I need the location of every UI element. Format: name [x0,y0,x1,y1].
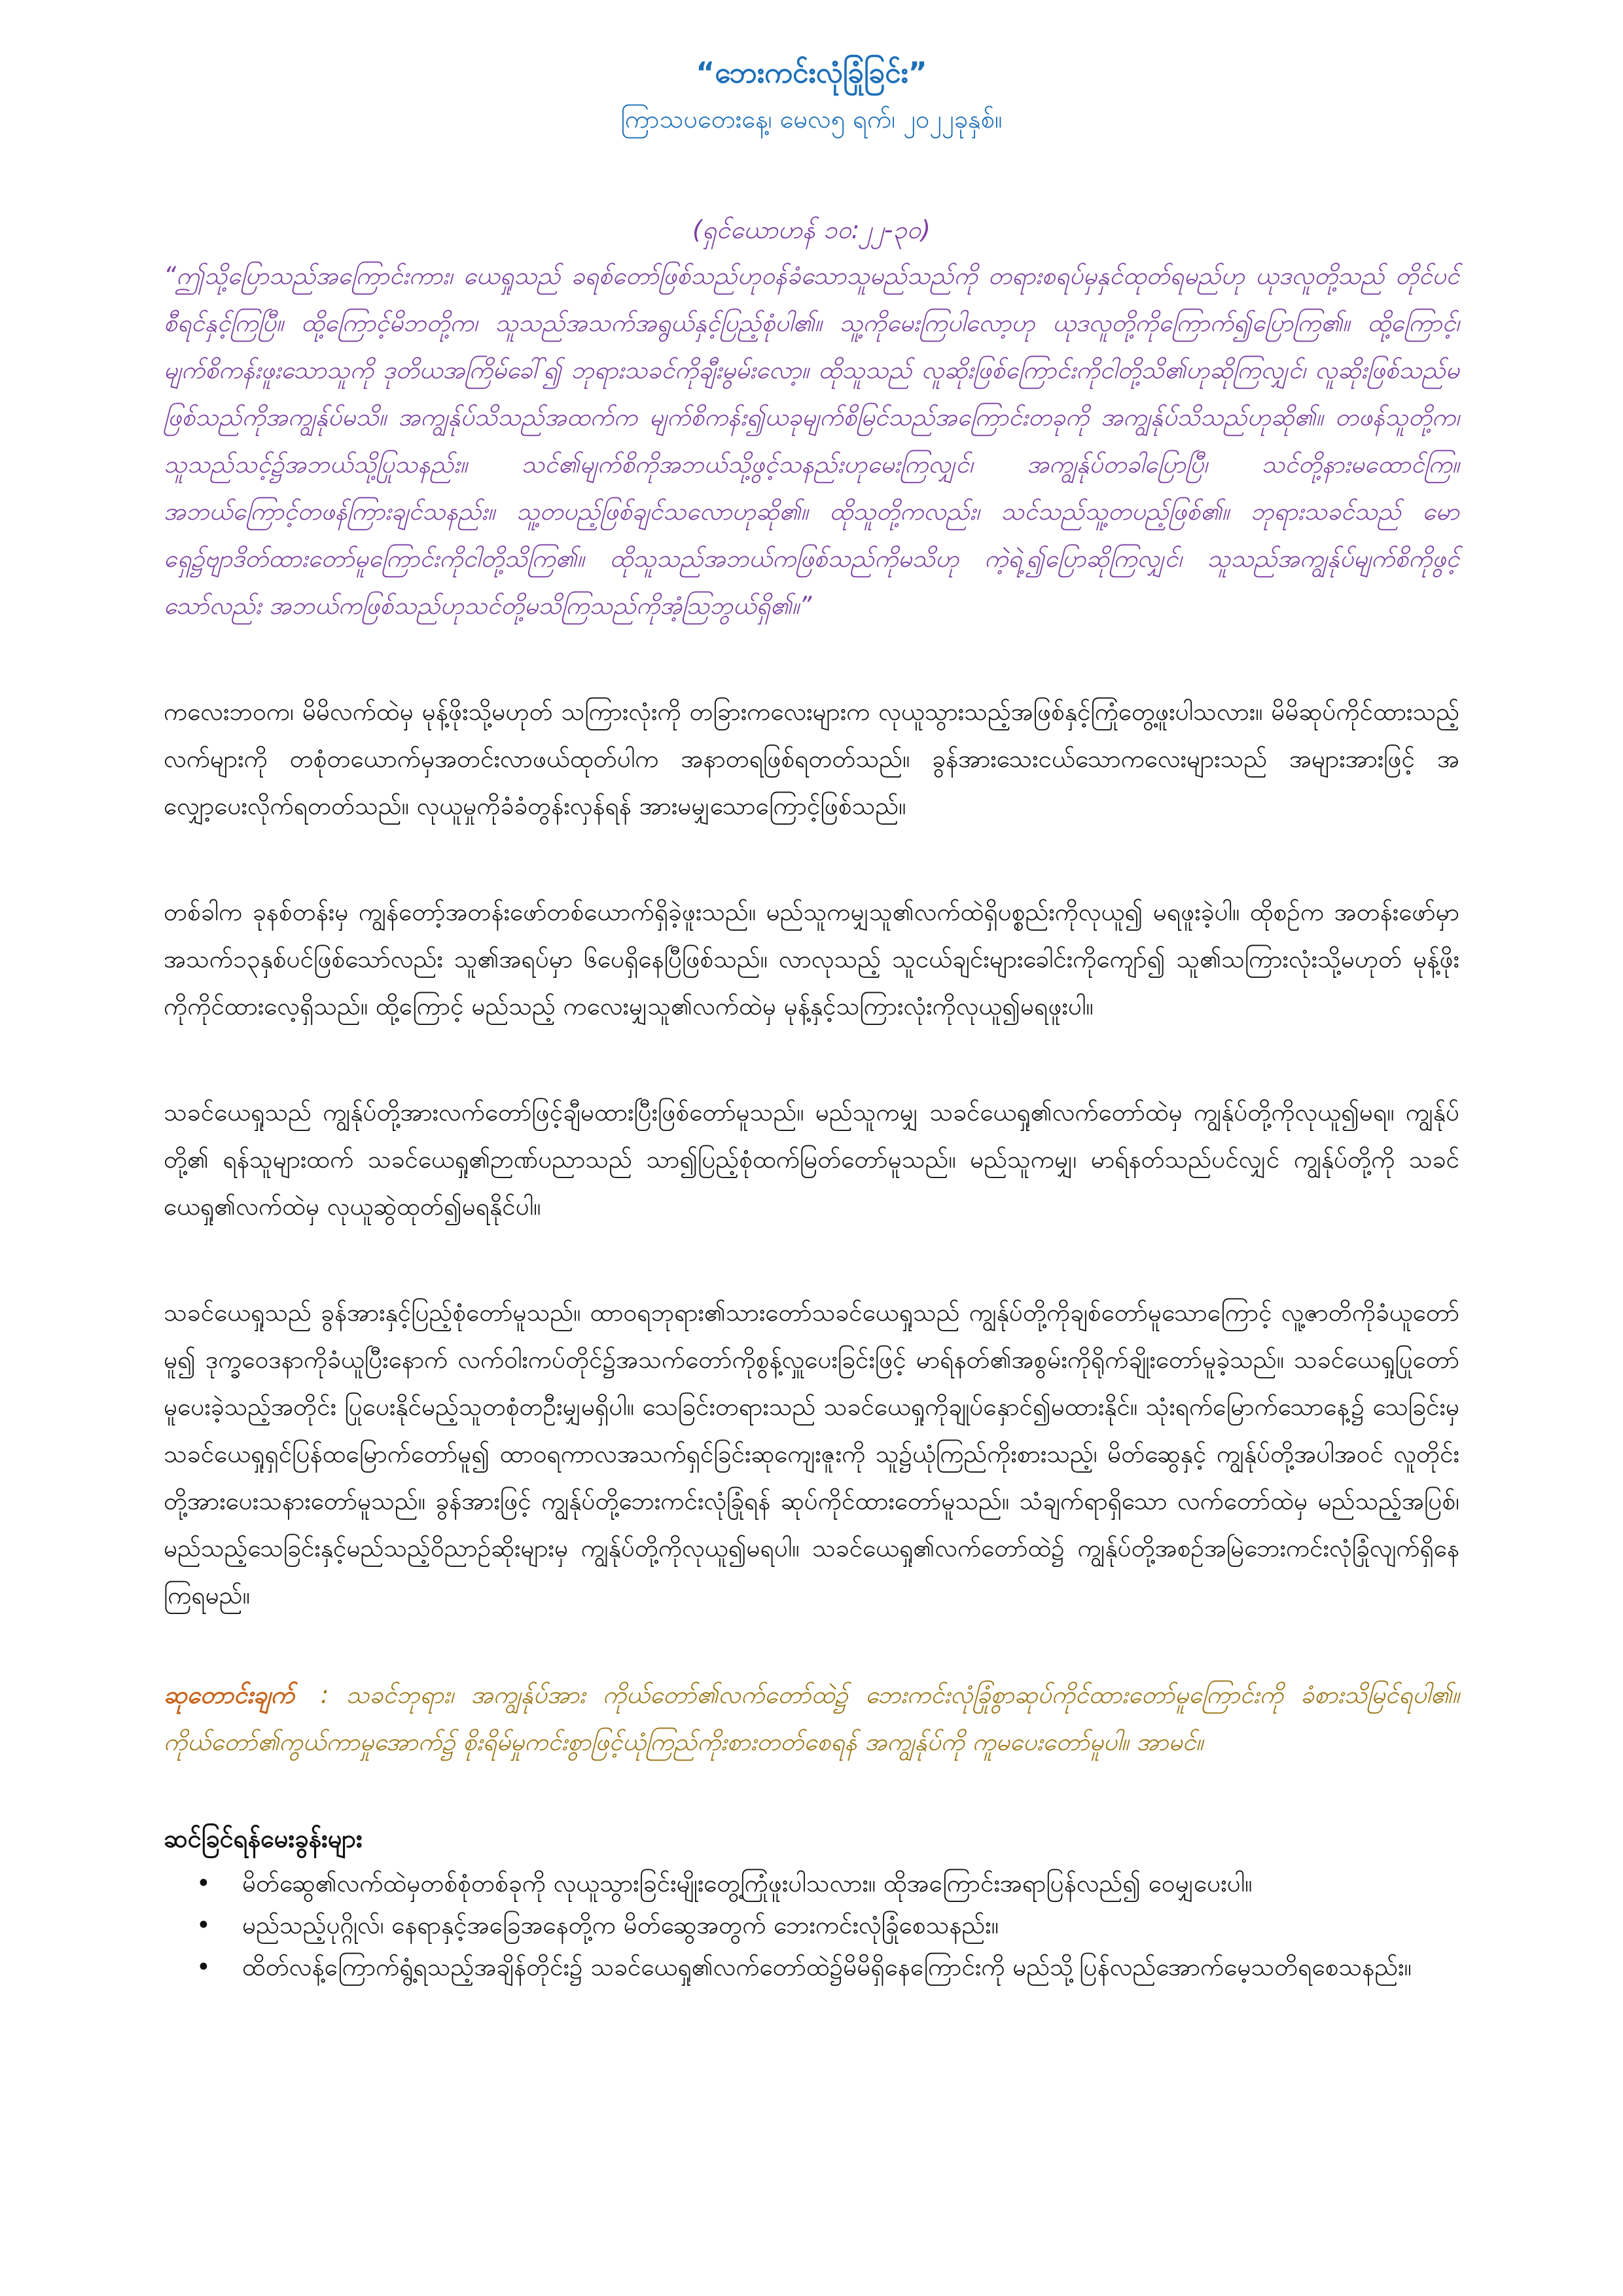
body-paragraph-3: သခင်ယေရှုသည် ကျွန်ုပ်တို့အားလက်တော်ဖြင့်ချီမထားပြီးဖြစ်တော်မူသည်။ မည်သူကမျှ သခင်ယေရှု၏လက်တော်ထဲမှ ကျွန်ုပ်တို့ကိုလုယူ၍မရ။ ကျွန်ုပ်တို့၏ ရန်သူများထက် သခင်ယေရှု၏ဉာဏ်ပညာသည် သာ၍ပြည့်စုံထက်မြတ်တော်မူသည်။ မည်သူကမျှ၊ မာရ်နတ်သည်ပင်လျှင် ကျွန်ုပ်တို့ကို သခင်ယေရှု၏လက်ထဲမှ လုယူဆွဲထုတ်၍မရနိုင်ပါ။ [164,1098,1459,1221]
prayer-text: : သခင်ဘုရား၊ အကျွန်ုပ်အား ကိုယ်တော်၏လက်တော်ထဲ၌ ဘေးကင်းလုံခြုံစွာဆုပ်ကိုင်ထားတော်မူကြောင်းကို ခံစားသိမြင်ရပါ၏။ ကိုယ်တော်၏ကွယ်ကာမှုအောက်၌ စိုးရိမ်မှုကင်းစွာဖြင့်ယုံကြည်ကိုးစားတတ်စေရန် အကျွန်ုပ်ကို ကူမပေးတော်မူပါ။ အာမင်။ [164,1681,1459,1756]
bullet-icon: • [196,1869,211,1897]
body-paragraph-2: တစ်ခါက ခုနစ်တန်းမှ ကျွန်တော့်အတန်းဖော်တစ်ယောက်ရှိခဲ့ဖူးသည်။ မည်သူကမျှသူ၏လက်ထဲရှိပစ္စည်းကိုလုယူ၍ မရဖူးခဲ့ပါ။ ထိုစဉ်က အတန်းဖော်မှာ အသက်၁၃နှစ်ပင်ဖြစ်သော်လည်း သူ၏အရပ်မှာ ၆ပေရှိနေပြီဖြစ်သည်။ လာလုသည့် သူငယ်ချင်းများခေါင်းကိုကျော်၍ သူ၏သကြားလုံးသို့မဟုတ် မုန့်ဖိုးကိုကိုင်ထားလေ့ရှိသည်။ ထို့ကြောင့် မည်သည့် ကလေးမျှသူ၏လက်ထဲမှ မုန့်နှင့်သကြားလုံးကိုလုယူ၍မရဖူးပါ။ [164,898,1459,1020]
discussion-question-text: ထိတ်လန့်ကြောက်ရွံ့ရသည့်အချိန်တိုင်း၌ သခင်ယေရှု၏လက်တော်ထဲ၌မိမိရှိနေကြောင်းကို မည်သို့ပြန်လည်အောက်မေ့သတိရစေသနည်း။ [242,1953,1412,1981]
dateline: ကြာသပတေးနေ့၊ မေလ၅ ရက်၊ ၂၀၂၂ခုနှစ်။ [620,105,1003,134]
discussion-heading: ဆင်ခြင်ရန်မေးခွန်းများ [164,1824,363,1853]
scripture-reference: (ရှင်ယောဟန် ၁၀:၂၂-၃၀) [692,215,931,244]
prayer-label: ဆုတောင်းချက် [164,1681,294,1709]
prayer-block [164,1672,1459,1766]
discussion-question [196,1863,1459,1905]
discussion-question-text: မည်သည့်ပုဂ္ဂိုလ်၊ နေရာနှင့်အခြေအနေတို့က မိတ်ဆွေအတွက် ဘေးကင်းလုံခြုံစေသနည်း။ [242,1911,999,1939]
bullet-icon: • [196,1953,211,1981]
discussion-question [196,1905,1459,1946]
page-title: “ဘေးကင်းလုံခြုံခြင်း” [696,56,927,90]
discussion-question-list [164,1863,1459,1988]
bullet-icon: • [196,1911,211,1939]
body-paragraph-1: ကလေးဘဝက၊ မိမိလက်ထဲမှ မုန့်ဖိုးသို့မဟုတ် သကြားလုံးကို တခြားကလေးများက လုယူသွားသည့်အဖြစ်နှင့်ကြုံတွေ့ဖူးပါသလား။ မိမိဆုပ်ကိုင်ထားသည့် လက်များကို တစုံတယောက်မှအတင်းလာဖယ်ထုတ်ပါက အနာတရဖြစ်ရတတ်သည်။ ခွန်အားသေးငယ်သောကလေးများသည် အများအားဖြင့် အလျှော့ပေးလိုက်ရတတ်သည်။ လုယူမှုကိုခံခံတွန်းလှန်ရန် အားမမျှသောကြောင့်ဖြစ်သည်။ [164,698,1459,820]
discussion-question-text: မိတ်ဆွေ၏လက်ထဲမှတစ်စုံတစ်ခုကို လုယူသွားခြင်းမျိုးတွေ့ကြုံဖူးပါသလား။ ထိုအကြောင်းအရာပြန်လည်၍ ဝေမျှပေးပါ။ [242,1869,1253,1897]
scripture-passage: “ဤသို့ပြောသည်အကြောင်းကား၊ ယေရှုသည် ခရစ်တော်ဖြစ်သည်ဟုဝန်ခံသောသူမည်သည်ကို တရားစရပ်မှနှင်ထုတ်ရမည်ဟု ယုဒလူတို့သည် တိုင်ပင်စီရင်နှင့်ကြပြီ။ ထို့ကြောင့်မိဘတို့က၊ သူသည်အသက်အရွယ်နှင့်ပြည့်စုံပါ၏။ သူ့ကိုမေးကြပါလော့ဟု ယုဒလူတို့ကိုကြောက်၍ပြောကြ၏။ ထို့ကြောင့်၊ မျက်စိကန်းဖူးသောသူကို ဒုတိယအကြိမ်ခေါ်၍ ဘုရားသခင်ကိုချီးမွမ်းလော့။ ထိုသူသည် လူဆိုးဖြစ်ကြောင်းကိုငါတို့သိ၏ဟုဆိုကြလျှင်၊ လူဆိုးဖြစ်သည်မဖြစ်သည်ကိုအကျွန်ုပ်မသိ။ အကျွန်ုပ်သိသည်အထက်က မျက်စိကန်း၍ယခုမျက်စိမြင်သည်အကြောင်းတခုကို အကျွန်ုပ်သိသည်ဟုဆို၏။ တဖန်သူတို့က၊ သူသည်သင့်၌အဘယ်သို့ပြုသနည်း။ သင်၏မျက်စိကိုအဘယ်သို့ဖွင့်သနည်းဟုမေးကြလျှင်၊ အကျွန်ုပ်တခါပြောပြီ၊ သင်တို့နားမထောင်ကြ။ အဘယ်ကြောင့်တဖန်ကြားချင်သနည်း။ သူ့တပည့်ဖြစ်ချင်သလောဟုဆို၏။ ထိုသူတို့ကလည်း၊ သင်သည်သူ့တပည့်ဖြစ်၏။ ဘုရားသခင်သည် မောရှေ၌ဗျာဒိတ်ထားတော်မူကြောင်းကိုငါတို့သိကြ၏။ ထိုသူသည်အဘယ်ကဖြစ်သည်ကိုမသိဟု ကဲ့ရဲ့၍ပြောဆိုကြလျှင်၊ သူသည်အကျွန်ုပ်မျက်စိကိုဖွင့်သော်လည်း အဘယ်ကဖြစ်သည်ဟုသင်တို့မသိကြသည်ကိုအံ့ဩဘွယ်ရှိ၏။” [164,262,1459,620]
body-paragraph-4: သခင်ယေရှုသည် ခွန်အားနှင့်ပြည့်စုံတော်မူသည်။ ထာဝရဘုရား၏သားတော်သခင်ယေရှုသည် ကျွန်ုပ်တို့ကိုချစ်တော်မူသောကြောင့် လူ့ဇာတိကိုခံယူတော်မူ၍ ဒုက္ခဝေဒနာကိုခံယူပြီးနောက် လက်ဝါးကပ်တိုင်၌အသက်တော်ကိုစွန့်လှူပေးခြင်းဖြင့် မာရ်နတ်၏အစွမ်းကိုရိုက်ချိုးတော်မူခဲ့သည်။ သခင်ယေရှုပြုတော်မူပေးခဲ့သည့်အတိုင်း ပြုပေးနိုင်မည့်သူတစုံတဦးမျှမရှိပါ။ သေခြင်းတရားသည် သခင်ယေရှုကိုချုပ်နှောင်၍မထားနိုင်။ သုံးရက်မြောက်သောနေ့၌ သေခြင်းမှ သခင်ယေရှုရှင်ပြန်ထမြောက်တော်မူ၍ ထာဝရကာလအသက်ရှင်ခြင်းဆုကျေးဇူးကို သူ၌ယုံကြည်ကိုးစားသည့်၊ မိတ်ဆွေနှင့် ကျွန်ုပ်တို့အပါအဝင် လူတိုင်းတို့အားပေးသနားတော်မူသည်။ ခွန်အားဖြင့် ကျွန်ုပ်တို့ဘေးကင်းလုံခြုံရန် ဆုပ်ကိုင်ထားတော်မူသည်။ သံချက်ရာရှိသော လက်တော်ထဲမှ မည်သည့်အပြစ်၊ မည်သည့်သေခြင်းနှင့်မည်သည့်ဝိညာဉ်ဆိုးများမှ ကျွန်ုပ်တို့ကိုလုယူ၍မရပါ။ သခင်ယေရှု၏လက်တော်ထဲ၌ ကျွန်ုပ်တို့အစဉ်အမြဲဘေးကင်းလုံခြုံလျက်ရှိနေကြရမည်။ [164,1299,1459,1609]
discussion-question [196,1946,1459,1988]
